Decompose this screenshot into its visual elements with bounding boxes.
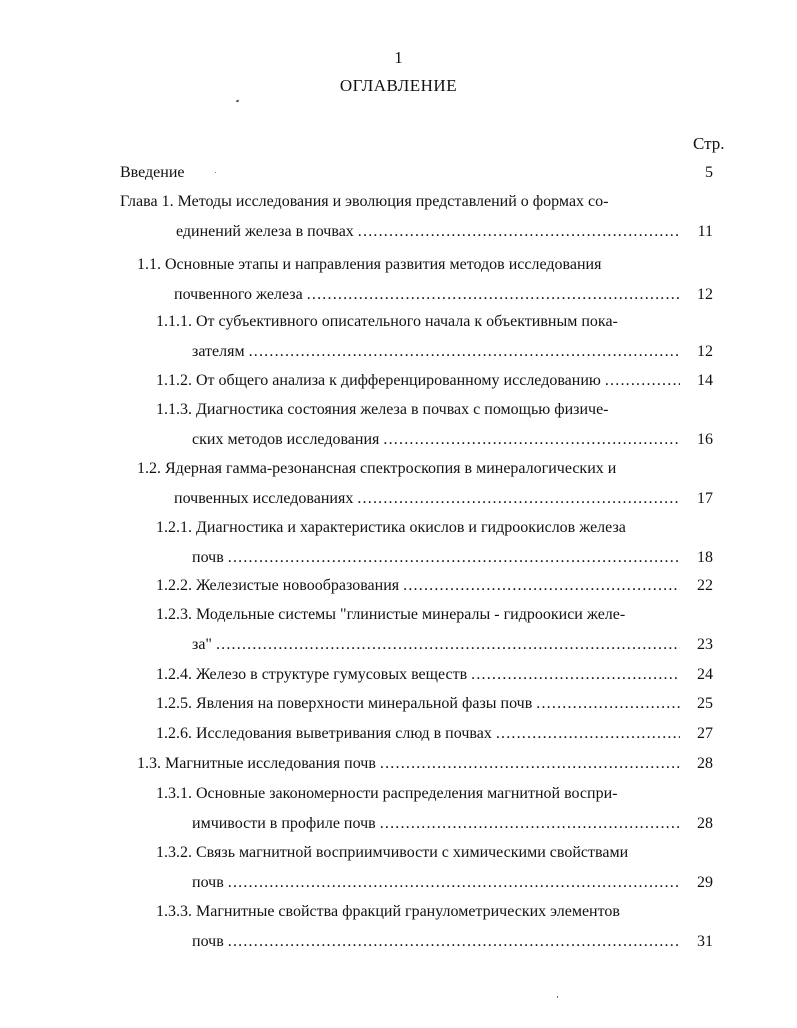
- toc-entry-1-2-5: [156, 695, 713, 715]
- leader-dots: [380, 755, 680, 773]
- leader-dots: [216, 636, 680, 654]
- leader-dots: [228, 933, 680, 951]
- toc-entry-title: 1.3. Магнитные исследования почв .....: [137, 755, 680, 773]
- toc-entry-page: 5: [705, 164, 713, 181]
- toc-entry-title: 1.2.6. Исследования выветривания слюд в почвах .....: [156, 725, 680, 743]
- toc-entry-title: 1.1. Основные этапы и направления развития методов исследования: [137, 256, 602, 273]
- toc-entry-page: 25: [697, 695, 713, 712]
- toc-entry-1-1-3: [156, 401, 713, 451]
- leader-dots: [496, 725, 680, 743]
- leader-dots: [403, 577, 680, 595]
- toc-entry-page: 18: [697, 549, 713, 566]
- toc-entry-page: 28: [697, 755, 713, 772]
- toc-entry-1-3-2: [156, 844, 713, 894]
- toc-entry-1-3-3: [156, 903, 713, 953]
- toc-entry-1-3-1: [156, 785, 713, 835]
- toc-entry-page: 14: [697, 372, 713, 389]
- toc-entry-1-2-4: [156, 666, 713, 686]
- document-title: ОГЛАВЛЕНИЕ: [339, 76, 458, 95]
- toc-entry-title: 1.2.3. Модельные системы "глинистые минералы - гидроокиси желе-: [156, 606, 626, 623]
- toc-entry-title: Введение: [120, 164, 185, 181]
- page-column-header: Стр.: [693, 134, 725, 153]
- toc-entry-page: 12: [697, 343, 713, 360]
- leader-dots: [249, 343, 680, 361]
- page-number: 1: [394, 48, 403, 67]
- toc-entry-page: 29: [697, 874, 713, 891]
- toc-entry-1-3: [137, 755, 713, 775]
- leader-dots: [471, 666, 680, 684]
- toc-entry-title: 1.1.2. От общего анализа к дифференцированному исследованию .....: [156, 372, 680, 390]
- toc-entry-1-2: [137, 460, 713, 510]
- leader-dots: [383, 431, 680, 449]
- leader-dots: [605, 372, 680, 390]
- toc-entry-title-continued: почвенных исследованиях .....: [174, 490, 680, 508]
- leader-dots: [228, 874, 680, 892]
- scan-mark: [557, 996, 558, 998]
- leader-dots: [536, 695, 680, 713]
- toc-entry-title: 1.3.1. Основные закономерности распределения магнитной воспри-: [156, 785, 618, 802]
- toc-entry-title: 1.2.5. Явления на поверхности минеральной фазы почв .....: [156, 695, 680, 713]
- toc-entry-title: 1.3.2. Связь магнитной восприимчивости с химическими свойствами: [156, 844, 629, 861]
- toc-entry-page: 12: [697, 286, 713, 303]
- toc-entry-1-2-2: [156, 577, 713, 597]
- toc-entry-introduction: [120, 164, 713, 184]
- toc-entry-title-continued: за" .....: [192, 636, 680, 654]
- toc-entry-page: 17: [697, 490, 713, 507]
- toc-entry-title-continued: ских методов исследования .....: [192, 431, 680, 449]
- toc-entry-1-2-6: [156, 725, 713, 745]
- toc-entry-title-continued: почв .....: [192, 874, 680, 892]
- toc-entry-title-continued: имчивости в профиле почв .....: [192, 815, 680, 833]
- toc-entry-1-2-1: [156, 519, 713, 569]
- toc-entry-title: 1.1.1. От субъективного описательного начала к объективным пока-: [156, 313, 618, 330]
- toc-entry-title: 1.3.3. Магнитные свойства фракций гранулометрических элементов: [156, 903, 620, 920]
- toc-entry-title-continued: почвенного железа .....: [174, 286, 680, 304]
- toc-entry-page: 24: [697, 666, 713, 683]
- toc-entry-1-2-3: [156, 606, 713, 656]
- toc-entry-1-1-2: [156, 372, 713, 392]
- toc-entry-1-1-1: [156, 313, 713, 363]
- leader-dots: [307, 286, 680, 304]
- leader-dots: [380, 815, 680, 833]
- toc-entry-title: Глава 1. Методы исследования и эволюция представлений о формах со-: [120, 193, 609, 210]
- leader-dots: [358, 223, 680, 241]
- toc-entry-title-continued: почв .....: [192, 933, 680, 951]
- toc-entry-title-continued: зателям .....: [192, 343, 680, 361]
- toc-entry-page: 27: [697, 725, 713, 742]
- toc-entry-page: 28: [697, 815, 713, 832]
- scan-mark: [236, 99, 240, 102]
- toc-entry-chapter-1: [120, 193, 713, 243]
- toc-entry-title: 1.2.2. Железистые новообразования .....: [156, 577, 680, 595]
- leader-dots: [357, 490, 680, 508]
- scan-mark: [215, 172, 216, 173]
- toc-entry-title: 1.1.3. Диагностика состояния железа в почвах с помощью физиче-: [156, 401, 609, 418]
- leader-dots: [228, 549, 680, 567]
- toc-entry-title: 1.2.1. Диагностика и характеристика окислов и гидроокислов железа: [156, 519, 626, 536]
- toc-entry-page: 22: [697, 577, 713, 594]
- toc-entry-page: 23: [697, 636, 713, 653]
- toc-entry-page: 16: [697, 431, 713, 448]
- toc-entry-title-continued: единений железа в почвах .....: [176, 223, 680, 241]
- toc-entry-title-continued: почв .....: [192, 549, 680, 567]
- toc-entry-page: 11: [697, 223, 713, 240]
- toc-entry-1-1: [137, 256, 713, 306]
- toc-entry-title: 1.2. Ядерная гамма-резонансная спектроскопия в минералогических и: [137, 460, 617, 477]
- toc-entry-page: 31: [697, 933, 713, 950]
- toc-entry-title: 1.2.4. Железо в структуре гумусовых веществ .....: [156, 666, 680, 684]
